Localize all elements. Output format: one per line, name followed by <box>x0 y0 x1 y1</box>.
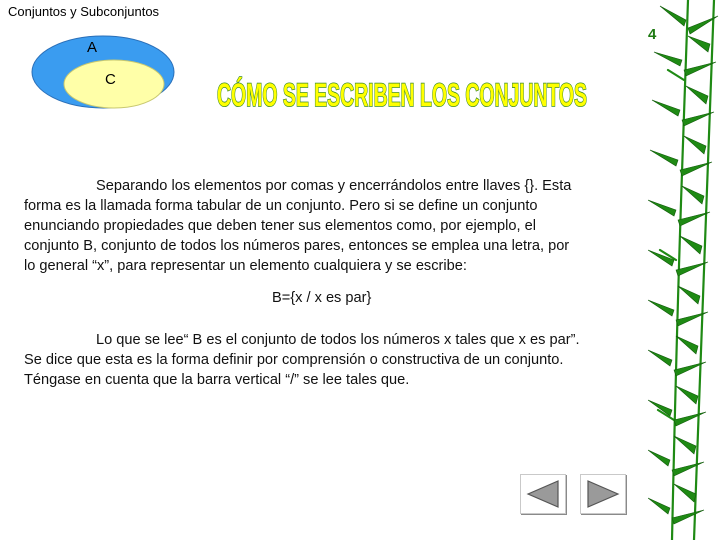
paragraph-line: forma es la llamada forma tabular de un conjunto. Pero si se define un conjunto <box>24 198 538 214</box>
paragraph-1 <box>24 176 632 276</box>
paragraph-2 <box>24 330 632 390</box>
formula: B={x / x es par} <box>272 290 372 306</box>
next-slide-button[interactable] <box>580 474 626 514</box>
triangle-right-icon <box>585 479 621 509</box>
paragraph-line: Separando los elementos por comas y encerrándolos entre llaves {}. Esta <box>96 178 572 194</box>
venn-diagram <box>30 34 180 110</box>
paragraph-line: Se dice que esta es la forma definir por comprensión o constructiva de un conjunto. <box>24 352 564 368</box>
paragraph-line: enunciando propiedades que deben tener sus elementos como, por ejemplo, el <box>24 218 536 234</box>
slide-header-title: Conjuntos y Subconjuntos <box>8 4 160 19</box>
venn-label-a: A <box>87 39 98 56</box>
page-title-text: CÓMO SE ESCRIBEN LOS CONJUNTOS <box>217 77 587 113</box>
triangle-left-icon <box>525 479 561 509</box>
bamboo-decoration <box>648 0 720 540</box>
paragraph-line: Téngase en cuenta que la barra vertical “/” se lee tales que. <box>24 372 410 388</box>
paragraph-line: lo general “x”, para representar un elemento cualquiera y se escribe: <box>24 258 467 274</box>
paragraph-line: Lo que se lee“ B es el conjunto de todos los números x tales que x es par”. <box>96 332 580 348</box>
paragraph-line: conjunto B, conjunto de todos los números pares, entonces se emplea una letra, por <box>24 238 570 254</box>
venn-label-c: C <box>105 71 116 88</box>
previous-slide-button[interactable] <box>520 474 566 514</box>
page-title <box>216 74 596 118</box>
page-number: 4 <box>648 26 657 43</box>
